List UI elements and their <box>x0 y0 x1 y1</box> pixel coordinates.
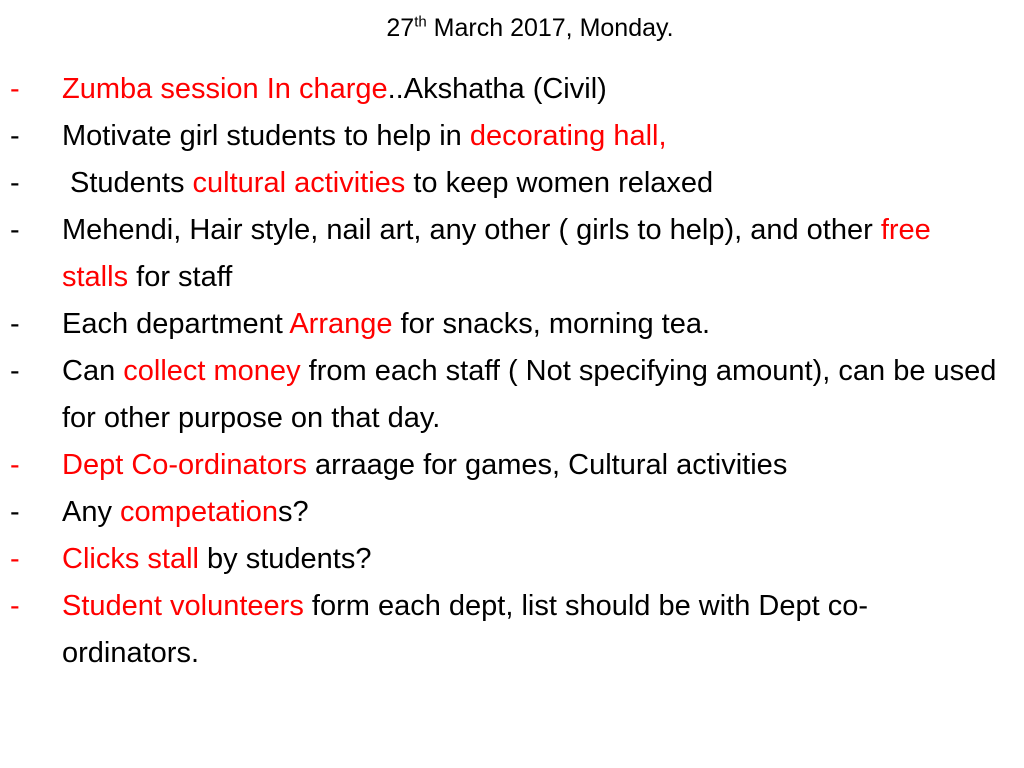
bullet-dash: - <box>10 308 20 340</box>
item-text: s? <box>278 496 309 528</box>
item-text: arraage for games, Cultural activities <box>307 449 788 481</box>
bullet-dash: - <box>10 120 20 152</box>
bullet-dash: - <box>10 167 20 199</box>
bullet-dash: - <box>10 214 20 246</box>
date-suffix: th <box>414 13 427 31</box>
item-text: Any <box>62 496 121 528</box>
item-text: by students? <box>198 543 372 575</box>
bullet-dash: - <box>10 590 20 622</box>
item-text: ..Akshatha (Civil) <box>387 73 607 105</box>
highlight-text: free stalls <box>62 214 931 293</box>
bullet-dash: - <box>10 543 20 575</box>
list-item <box>0 489 1024 536</box>
item-text: Each department <box>62 308 290 340</box>
highlight-text: Clicks stall <box>62 543 199 575</box>
item-text: from each staff ( Not specifying amount), can be used for other purpose on that day. <box>62 355 997 434</box>
highlight-text: cultural activities <box>192 167 406 199</box>
date-day: 27 <box>386 14 415 42</box>
highlight-text: Dept Co-ordinators <box>62 449 307 481</box>
list-item <box>0 536 1024 583</box>
bullet-dash: - <box>10 355 20 387</box>
list-item <box>0 583 1024 677</box>
item-text: Students <box>70 167 193 199</box>
highlight-text: competation <box>120 496 279 528</box>
list-item <box>0 160 1024 207</box>
date-rest: March 2017, Monday. <box>426 14 674 42</box>
list-item <box>0 66 1024 113</box>
bullet-dash: - <box>10 449 20 481</box>
highlight-text: decorating hall, <box>469 120 667 152</box>
item-text: Mehendi, Hair style, nail art, any other ( girls to help), and other <box>62 214 881 246</box>
date-heading <box>0 12 1024 44</box>
highlight-text: collect money <box>123 355 301 387</box>
list-item <box>0 113 1024 160</box>
item-text: for staff <box>128 261 233 293</box>
highlight-text: Student volunteers <box>62 590 304 622</box>
list-item <box>0 348 1024 442</box>
item-text: Motivate girl students to help in <box>62 120 470 152</box>
list-item <box>0 207 1024 301</box>
bullet-list <box>0 66 1024 677</box>
bullet-dash: - <box>10 73 20 105</box>
item-text: Can <box>62 355 124 387</box>
highlight-text: Arrange <box>289 308 393 340</box>
highlight-text: Zumba session In charge <box>62 73 388 105</box>
list-item <box>0 442 1024 489</box>
item-text: to keep women relaxed <box>405 167 714 199</box>
bullet-dash: - <box>10 496 20 528</box>
item-text: form each dept, list should be with Dept co-ordinators. <box>62 590 868 669</box>
list-item <box>0 301 1024 348</box>
item-text: for snacks, morning tea. <box>392 308 711 340</box>
